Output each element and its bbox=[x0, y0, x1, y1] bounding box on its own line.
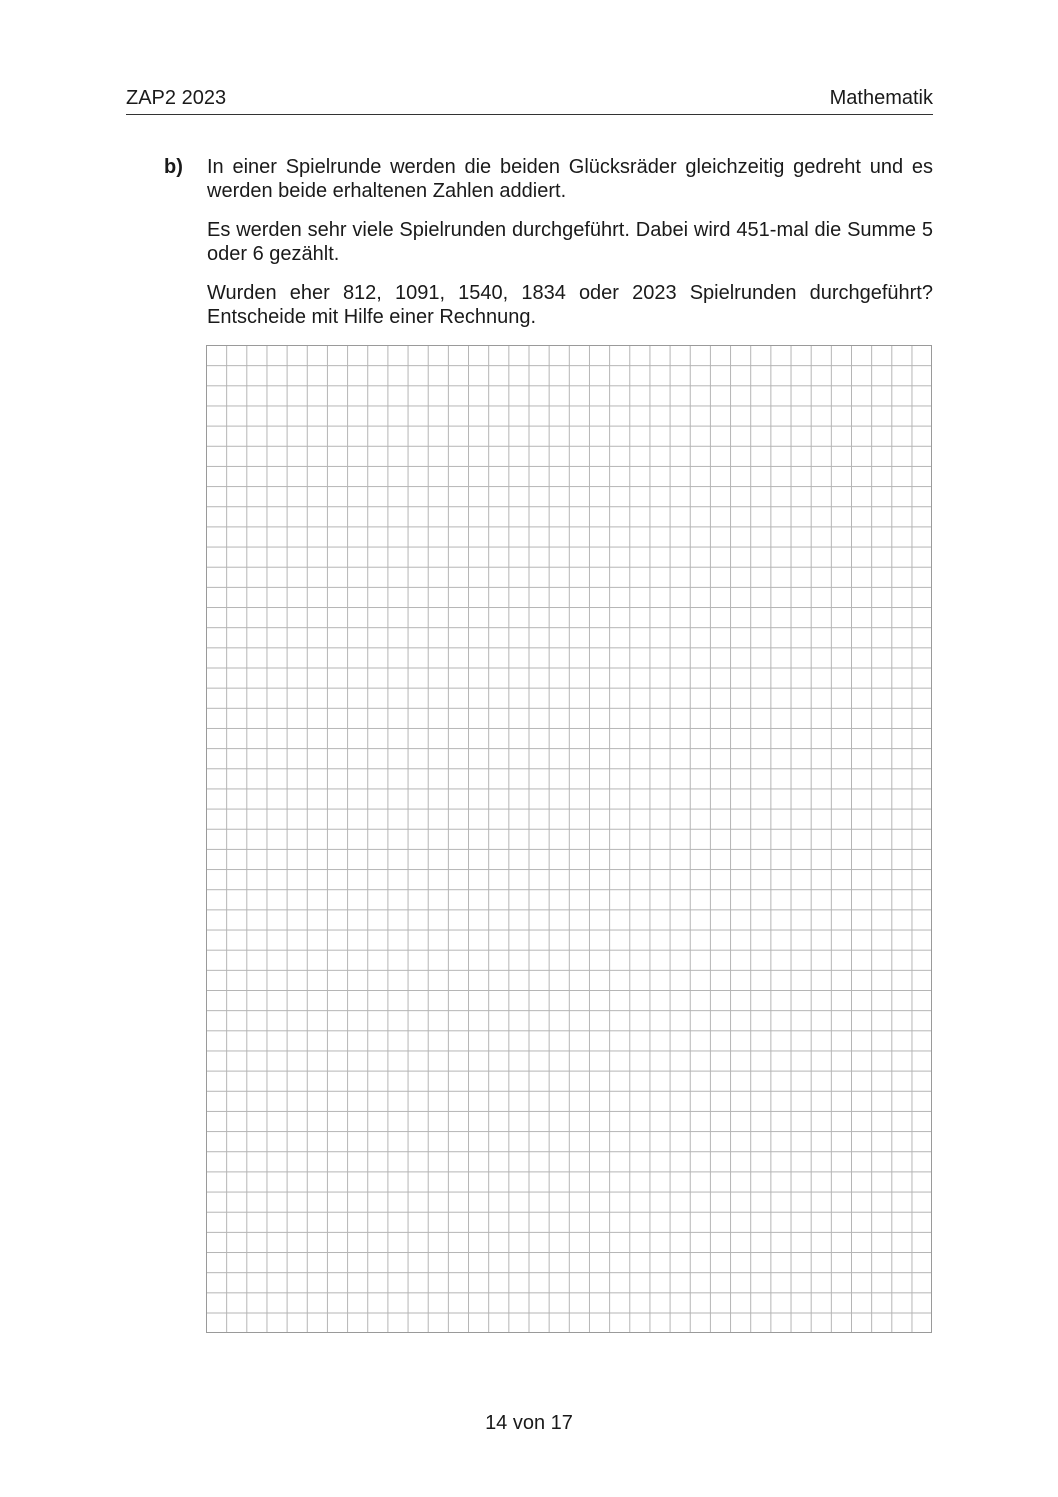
page-header bbox=[126, 86, 933, 115]
task-label: b) bbox=[164, 156, 183, 178]
answer-grid[interactable] bbox=[206, 345, 932, 1333]
task-paragraph: Es werden sehr viele Spielrunden durchgeführt. Dabei wird 451-mal die Summe 5 oder 6 gezählt. bbox=[207, 219, 933, 265]
task-paragraph: Wurden eher 812, 1091, 1540, 1834 oder 2023 Spielrunden durchgeführt? Entscheide mit Hilfe einer Rechnung. bbox=[207, 282, 933, 328]
task-body bbox=[207, 155, 933, 344]
exam-code: ZAP2 2023 bbox=[126, 87, 227, 109]
subject-title: Mathematik bbox=[829, 87, 933, 109]
page-number: 14 von 17 bbox=[485, 1412, 573, 1434]
task-paragraph: In einer Spielrunde werden die beiden Glücksräder gleichzeitig gedreht und es werden beide erhaltenen Zahlen addiert. bbox=[207, 156, 933, 202]
